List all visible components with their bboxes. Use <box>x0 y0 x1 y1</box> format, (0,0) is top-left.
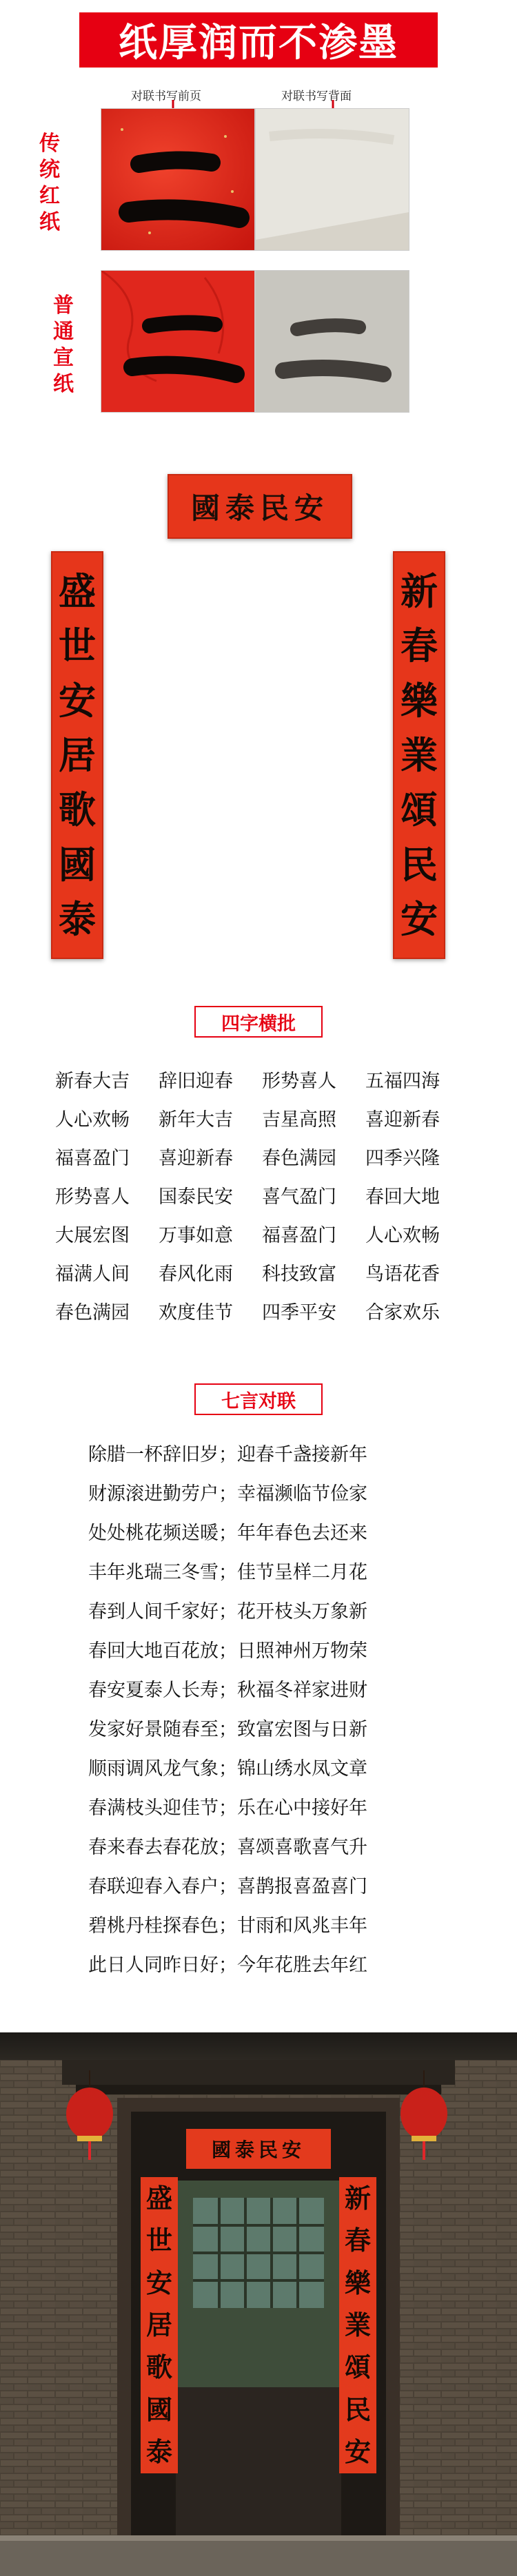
couplet-line: 春联迎春入春户；喜鹊报喜盈喜门 <box>88 1876 367 1897</box>
phrase-item: 五福四海 <box>365 1071 440 1092</box>
phrase-item: 四季兴隆 <box>365 1148 440 1169</box>
section-heading-text: 七言对联 <box>221 1390 296 1412</box>
couplet-char: 歌 <box>145 2351 172 2383</box>
couplet-char: 民 <box>344 2393 371 2425</box>
couplet-char: 春 <box>401 624 438 668</box>
label-ordinary-xuan-paper: 普通宣纸 <box>53 293 74 396</box>
phrase-item: 喜气盈门 <box>262 1186 336 1208</box>
phrase-item: 鸟语花香 <box>365 1264 440 1285</box>
section-heading-seven-char <box>194 1383 323 1415</box>
phrase-item: 科技致富 <box>262 1264 336 1285</box>
red-paper-front-photo <box>101 108 255 251</box>
couplet-char: 新 <box>344 2182 371 2214</box>
phrase-item: 喜迎新春 <box>365 1109 440 1131</box>
phrase-item: 人心欢畅 <box>55 1109 130 1131</box>
phrase-item: 福满人间 <box>55 1264 130 1285</box>
couplet-char: 泰 <box>145 2436 172 2468</box>
phrase-item: 辞旧迎春 <box>159 1071 233 1092</box>
couplet-char: 居 <box>59 732 96 777</box>
phrase-item: 形势喜人 <box>55 1186 130 1208</box>
title-banner <box>79 12 438 68</box>
phrase-item: 春回大地 <box>365 1186 440 1208</box>
couplet-char: 業 <box>344 2309 371 2340</box>
couplet-char: 世 <box>145 2225 172 2256</box>
couplet-line: 财源滚进勤劳户；幸福濒临节俭家 <box>88 1483 367 1505</box>
couplet-char: 世 <box>59 624 96 668</box>
caption-front: 对联书写前页 <box>131 90 201 103</box>
couplet-char: 民 <box>401 842 438 887</box>
red-paper-back-photo <box>255 108 409 251</box>
couplet-char: 國 <box>145 2393 172 2425</box>
section-heading-four-char <box>194 1006 323 1038</box>
phrase-item: 万事如意 <box>159 1225 233 1246</box>
couplet-char: 安 <box>401 897 438 942</box>
door-left-couplet <box>141 2177 178 2473</box>
couplet-line: 春回大地百花放；日照神州万物荣 <box>88 1640 367 1662</box>
horizontal-scroll-text: 國泰民安 <box>190 491 329 525</box>
phrase-item: 春色满园 <box>55 1302 130 1323</box>
couplet-char: 樂 <box>401 678 438 723</box>
couplet-line: 丰年兆瑞三冬雪；佳节呈样二月花 <box>88 1562 367 1583</box>
xuan-paper-front-photo <box>101 270 255 413</box>
couplet-line: 顺雨调风龙气象；锦山绣水凤文章 <box>88 1758 367 1780</box>
phrase-item: 喜迎新春 <box>159 1148 233 1169</box>
couplet-char: 歌 <box>59 787 96 832</box>
couplet-line: 春满枝头迎佳节；乐在心中接好年 <box>88 1797 367 1819</box>
couplet-char: 安 <box>344 2436 371 2468</box>
right-couplet <box>393 551 445 959</box>
couplet-line: 碧桃丹桂探春色；甘雨和风兆丰年 <box>88 1915 367 1937</box>
couplet-line: 春来春去春花放；喜颂喜歌喜气升 <box>88 1837 367 1858</box>
couplet-char: 新 <box>401 568 438 613</box>
seven-char-list <box>88 1440 460 1990</box>
door-right-couplet <box>339 2177 376 2473</box>
couplet-line: 处处桃花频送暖；年年春色去还来 <box>88 1523 367 1544</box>
four-char-grid <box>55 1067 469 1328</box>
phrase-item: 人心欢畅 <box>365 1225 440 1246</box>
couplet-char: 盛 <box>59 568 96 613</box>
couplet-char: 安 <box>59 678 96 723</box>
phrase-item: 福喜盈门 <box>55 1148 130 1169</box>
door-horizontal-text: 國泰民安 <box>211 2139 305 2161</box>
left-couplet <box>51 551 103 959</box>
couplet-char: 頌 <box>344 2351 371 2383</box>
caption-back: 对联书写背面 <box>281 90 352 103</box>
couplet-line: 春安夏泰人长寿；秋福冬祥家进财 <box>88 1680 367 1701</box>
phrase-item: 形势喜人 <box>262 1071 336 1092</box>
phrase-item: 吉星高照 <box>262 1109 336 1131</box>
couplet-line: 春到人间千家好；花开枝头万象新 <box>88 1601 367 1622</box>
phrase-item: 春风化雨 <box>159 1264 233 1285</box>
couplet-char: 業 <box>401 732 438 777</box>
phrase-item: 春色满园 <box>262 1148 336 1169</box>
phrase-item: 欢度佳节 <box>159 1302 233 1323</box>
phrase-item: 新年大吉 <box>159 1109 233 1131</box>
couplet-char: 國 <box>59 842 96 887</box>
section-heading-text: 四字横批 <box>221 1013 296 1035</box>
door-horizontal-scroll <box>186 2129 331 2169</box>
couplet-char: 安 <box>145 2267 172 2298</box>
phrase-item: 合家欢乐 <box>365 1302 440 1323</box>
couplet-char: 樂 <box>344 2267 371 2298</box>
couplet-char: 泰 <box>59 897 96 942</box>
couplet-char: 居 <box>145 2309 172 2340</box>
phrase-item: 新春大吉 <box>55 1071 130 1092</box>
phrase-item: 国泰民安 <box>159 1186 233 1208</box>
label-traditional-red-paper: 传统红纸 <box>39 132 60 234</box>
couplet-line: 除腊一杯辞旧岁；迎春千盏接新年 <box>88 1444 367 1465</box>
phrase-item: 大展宏图 <box>55 1225 130 1246</box>
horizontal-scroll <box>168 474 352 539</box>
phrase-item: 福喜盈门 <box>262 1225 336 1246</box>
couplet-char: 春 <box>344 2225 371 2256</box>
xuan-paper-back-photo <box>255 270 409 413</box>
page-title: 纸厚润而不渗墨 <box>119 21 398 65</box>
couplet-line: 发家好景随春至；致富宏图与日新 <box>88 1719 367 1740</box>
phrase-item: 四季平安 <box>262 1302 336 1323</box>
door-scene-photo <box>0 2032 517 2576</box>
couplet-char: 盛 <box>145 2182 172 2214</box>
couplet-char: 頌 <box>401 787 438 832</box>
couplet-line: 此日人同昨日好；今年花胜去年红 <box>88 1955 367 1976</box>
